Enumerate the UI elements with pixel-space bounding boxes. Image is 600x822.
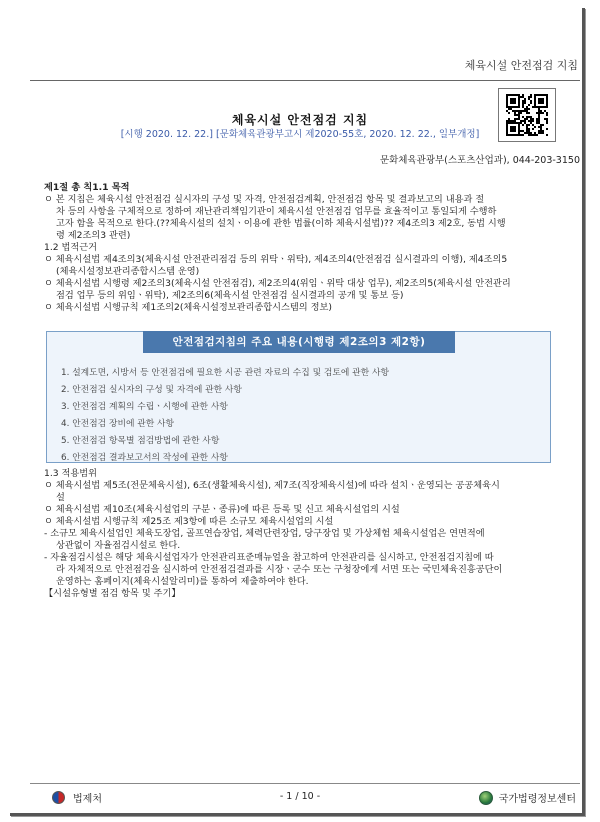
- paragraph-line: - 소규모 체육시설업인 체육도장업, 골프연습장업, 체력단련장업, 당구장업 및 가상체험 체육시설업은 연면적에: [44, 528, 485, 539]
- key-contents-box: [46, 331, 551, 463]
- box-list: [61, 365, 389, 467]
- table-caption: 【시설유형별 점검 항목 및 주기】: [44, 588, 181, 599]
- paragraph-line: ㅇ 체육시설법 제5조(전문체육시설), 6조(생활체육시설), 제7조(직장체육시설)에 따라 설치ㆍ운영되는 공공체육시: [44, 480, 500, 491]
- globe-icon: [479, 791, 493, 805]
- paragraph-line: 점검 업무 등의 위임ㆍ위탁), 제2조의6(체육시설 안전점검 실시결과의 공개 및 통보 등): [56, 290, 404, 301]
- paragraph-line: ㅇ 본 지침은 체육시설 안전점검 실시자의 구성 및 자격, 안전점검계획, 안전점검 항목 및 결과보고의 내용과 절: [44, 194, 485, 205]
- subsection-heading: 1.3 적용범위: [44, 468, 98, 479]
- page-number: - 1 / 10 -: [279, 791, 321, 802]
- paragraph-line: ㅇ 체육시설법 시행규칙 제25조 제3항에 따른 소규모 체육시설업의 시설: [44, 516, 334, 527]
- document-subtitle[interactable]: [시행 2020. 12. 22.] [문화체육관광부고시 제2020-55호, 2020. 12. 22., 일부개정]: [120, 129, 480, 140]
- paragraph-line: - 자율점검시설은 해당 체육시설업자가 안전관리표준매뉴얼을 참고하여 안전관리를 실시하고, 안전점검지침에 따: [44, 552, 494, 563]
- subsection-heading: 1.2 법적근거: [44, 242, 98, 253]
- footer-divider: [30, 783, 580, 784]
- paragraph-line: 차 등의 사항을 구체적으로 정하여 재난관리책임기관이 체육시설 안전점검 업무를 효율적이고 통일되게 수행하: [56, 206, 497, 217]
- section-purpose-basis: [44, 182, 564, 314]
- paragraph-line: 설: [56, 492, 65, 503]
- paragraph-line: 고자 함을 목적으로 한다.(??체육시설의 설치ㆍ이용에 관한 법률(이하 체육시설법)?? 제4조의3 제2호, 동법 시행: [56, 218, 506, 229]
- footer-left-label: 법제처: [73, 794, 102, 805]
- paragraph-line: 운영하는 홈페이지(체육시설알리미)를 통하여 제출하여야 한다.: [56, 576, 309, 587]
- paragraph-line: 상관없이 자율점검시설로 한다.: [56, 540, 181, 551]
- list-item: 3. 안전점검 계획의 수립ㆍ시행에 관한 사항: [61, 402, 228, 412]
- paragraph-line: (체육시설정보관리종합시스템 운영): [56, 266, 200, 277]
- ministry-contact: 문화체육관광부(스포츠산업과), 044-203-3150: [379, 155, 580, 166]
- list-item: 1. 설계도면, 시방서 등 안전점검에 필요한 시공 관련 자료의 수집 및 검토에 관한 사항: [61, 368, 389, 378]
- footer-right-label: 국가법령정보센터: [498, 794, 576, 805]
- header-divider: [30, 80, 580, 81]
- paragraph-line: ㅇ 체육시설법 제4조의3(체육시설 안전관리점검 등의 위탁ㆍ위탁), 제4조의4(안전점검 실시결과의 이행), 제4조의5: [44, 254, 508, 265]
- list-item: 4. 안전점검 장비에 관한 사항: [61, 419, 175, 429]
- paragraph-line: 라 자체적으로 안전점검을 실시하여 안전점검결과를 시장ㆍ군수 또는 구청장에게 서면 또는 국민체육진흥공단이: [56, 564, 503, 575]
- list-item: 6. 안전점검 결과보고서의 작성에 관한 사항: [61, 453, 228, 463]
- footer-right[interactable]: [479, 790, 576, 805]
- document-title: 체육시설 안전점검 지침: [231, 113, 369, 127]
- box-title: 안전점검지침의 주요 내용(시행령 제2조의3 제2항): [143, 331, 455, 353]
- paragraph-line: ㅇ 체육시설법 시행령 제2조의3(체육시설 안전점검), 제2조의4(위임ㆍ위탁 대상 업무), 제2조의5(체육시설 안전관리: [44, 278, 511, 289]
- paragraph-line: ㅇ 체육시설법 시행규칙 제1조의2(체육시설정보관리종합시스템의 정보): [44, 302, 332, 313]
- list-item: 5. 안전점검 항목별 점검방법에 관한 사항: [61, 436, 220, 446]
- paragraph-line: ㅇ 체육시설법 제10조(체육시설업의 구분ㆍ종류)에 따른 등록 및 신고 체육시설업의 시설: [44, 504, 400, 515]
- section-scope: [44, 468, 564, 600]
- list-item: 2. 안전점검 실시자의 구성 및 자격에 관한 사항: [61, 385, 242, 395]
- running-header: 체육시설 안전점검 지침: [464, 59, 578, 72]
- paragraph-line: 령 제2조의3 관련): [56, 230, 131, 241]
- section-heading: 제1절 총 칙1.1 목적: [44, 182, 130, 193]
